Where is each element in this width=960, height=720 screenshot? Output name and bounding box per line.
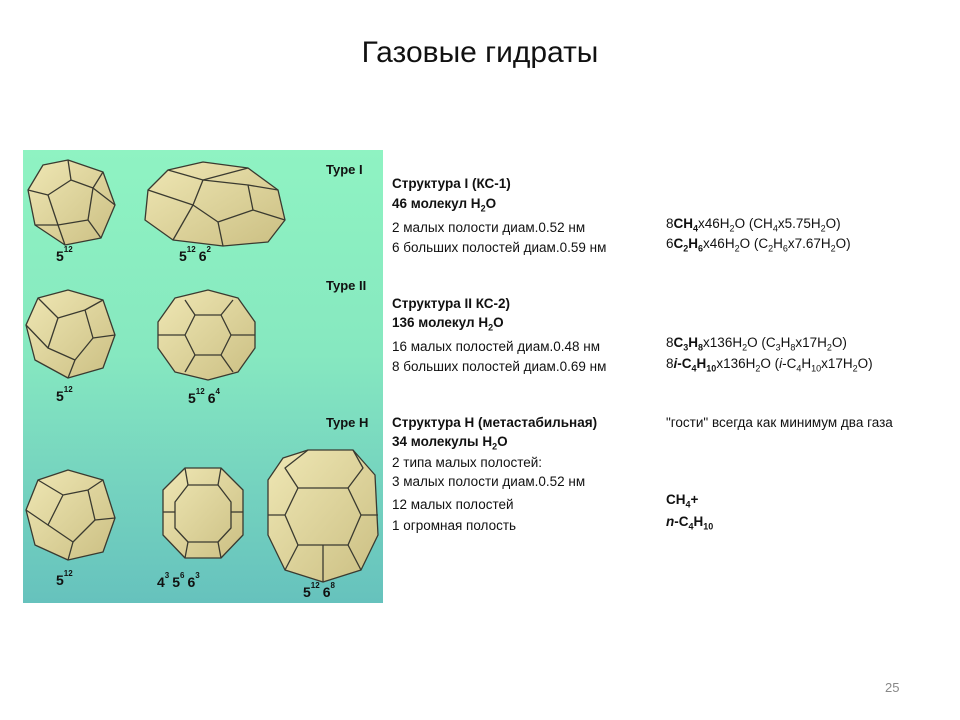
struct1-title: Структура I (КС-1) [392, 176, 511, 191]
label-t1a: $5^{12}$ [56, 245, 73, 264]
struct3-title: Структура H (метастабильная) [392, 415, 598, 430]
struct3-line1: 2 типа малых полостей: [392, 455, 543, 470]
struct2-title: Структура II КС-2) [392, 296, 511, 311]
label-t2a: $5^{12}$ [56, 385, 73, 404]
struct3-note: "гости" всегда как минимум два газа [666, 415, 893, 430]
struct2-small-cavities: 16 малых полостей диам.0.48 нм [392, 339, 600, 354]
cage-5-12-6-2-type1 [145, 162, 285, 246]
struct3-molecules: 34 молекулы $H_2O$ [392, 434, 508, 452]
label-tha: $5^{12}$ [56, 569, 73, 588]
cage-5-12-type1 [28, 160, 115, 245]
struct3-guest-2: $n-C_4H_{10}$ [666, 514, 714, 532]
type-i-label: Type I [326, 162, 363, 177]
struct3-line3: 12 малых полостей [392, 497, 514, 512]
type-ii-label: Type II [326, 278, 367, 293]
struct1-formula-2: $6C_2H_6x46H_2O$ $(C_2H_6x7.67H_2O)$ [666, 236, 851, 254]
type-h-label: Type H [326, 415, 369, 430]
struct1-large-cavities: 6 больших полостей диам.0.59 нм [392, 240, 607, 255]
label-thb: $4^3$ $5^6$ $6^3$ [157, 571, 200, 590]
struct2-formula-1: $8C_3H_8x136H_2O$ $(C_3H_8x17H_2O)$ [666, 335, 847, 353]
cage-5-12-6-8-typeH [268, 450, 378, 582]
struct3-line4: 1 огромная полость [392, 518, 517, 533]
struct2-molecules: 136 молекул $H_2O$ [392, 315, 504, 333]
struct2-formula-2: $8i-C_4H_{10}x136H_2O$ $(i-C_4H_{10}x17H_2O)$ [666, 356, 873, 374]
label-t2b: $5^{12}$ $6^4$ [188, 387, 220, 406]
label-t1b: $5^{12}$ $6^2$ [179, 245, 211, 264]
struct1-formula-1: $8CH_4x46H_2O$ $(CH_4x5.75H_2O)$ [666, 216, 841, 234]
cage-4-3-5-6-6-3-typeH [163, 468, 243, 558]
cage-5-12-type2 [26, 290, 115, 378]
cage-5-12-6-4-type2 [158, 290, 255, 380]
polyhedra-illustration [23, 150, 383, 603]
struct1-molecules: 46 молекул $H_2O$ [392, 196, 497, 214]
struct1-small-cavities: 2 малых полости диам.0.52 нм [392, 220, 586, 235]
slide-title: Газовые гидраты [361, 36, 599, 69]
label-thc: $5^{12}$ $6^8$ [303, 581, 335, 600]
cage-5-12-typeH [26, 470, 115, 560]
struct2-large-cavities: 8 больших полостей диам.0.69 нм [392, 359, 607, 374]
page-number: 25 [885, 680, 900, 695]
struct3-line2: 3 малых полости диам.0.52 нм [392, 474, 586, 489]
clathrate-figure [23, 150, 383, 603]
struct3-guest-1: $CH_4+$ [666, 492, 699, 510]
